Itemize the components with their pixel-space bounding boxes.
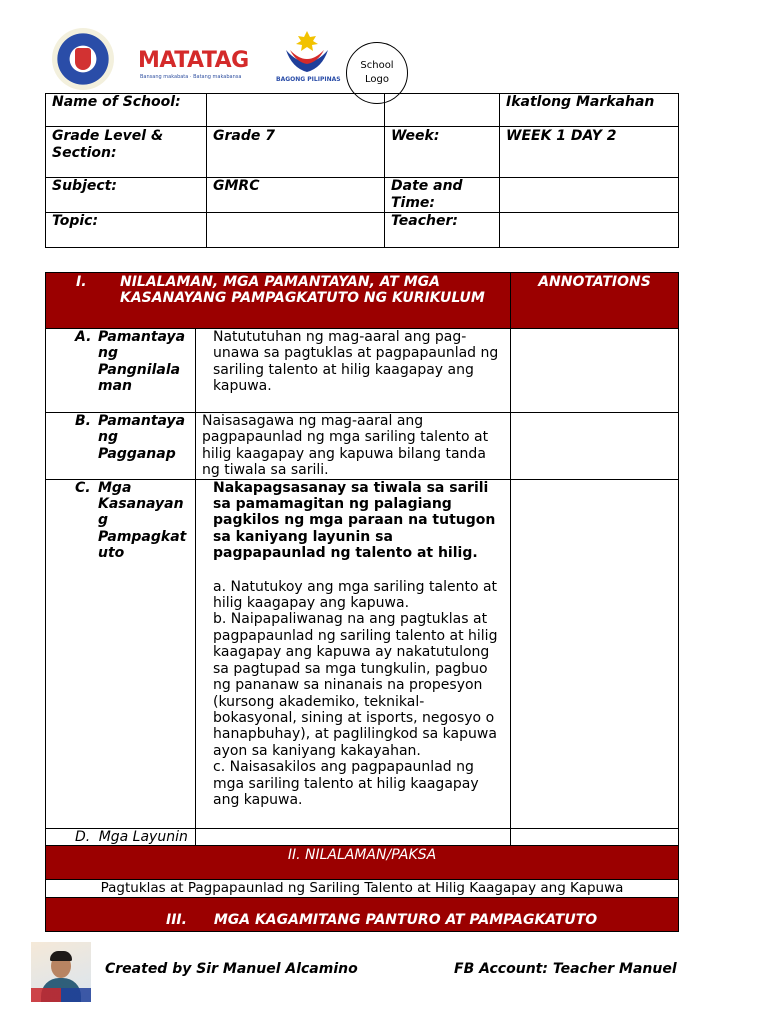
mga-layunin-label [46,828,196,845]
row-letter: B. [75,413,91,429]
section-three-header-row [46,898,679,932]
section-two-content-row [46,880,679,898]
header-logos [50,22,430,104]
section-one-number: I. [76,274,87,290]
section-three-number: III. [166,912,187,929]
author-photo [31,942,91,1002]
row-label: Pamantaya ng Pagganap [98,413,186,462]
table-row [46,828,679,845]
mga-kasanayan-label [46,479,196,828]
blank-cell [385,94,500,127]
school-info-table [45,93,679,248]
grade-level-value[interactable]: Grade 7 [207,127,385,178]
section-two-content: Pagtuklas at Pagpapaunlad ng Sariling Talento at Hilig Kaagapay ang Kapuwa [46,880,679,898]
section-two-title: II. NILALAMAN/PAKSA [46,846,679,880]
matatag-tagline: Bansang makabata · Batang makabansa [140,74,242,80]
kasanayan-item-c: c. Naisasakilos ang pagpapaunlad ng mga sariling talento at hilig kaagapay ang kapuwa. [213,759,479,808]
row-label: Mga Kasanayan g Pampagkat uto [98,479,187,562]
quarter-value: Ikatlong Markahan [500,94,679,127]
row-content: Naisasagawa ng mag-aaral ang pagpapaunlad ng mga sariling talento at hilig kaagapay ang kapuwa bilang tanda ng tiwala sa sarili. [202,413,489,479]
table-row [46,413,679,480]
topic-value[interactable] [207,213,385,248]
pamantayan-pagganap-label [46,413,196,480]
section-two-header-row [46,846,679,880]
pamantayan-pangnilalaman-content [196,329,511,413]
bagong-pilipinas-text: BAGONG PILIPINAS [276,76,341,83]
deped-seal-logo [52,28,114,90]
row-letter: D. [75,828,91,845]
footer-created-by: Created by Sir Manuel Alcamino [105,961,358,977]
annotation-cell[interactable] [511,479,679,828]
row-letter: A. [75,329,92,345]
mga-kasanayan-content [196,479,511,828]
school-name-label: Name of School: [46,94,207,127]
annotations-header: ANNOTATIONS [511,273,679,329]
section-three-title: MGA KAGAMITANG PANTURO AT PAMPAGKATUTO [213,912,598,929]
kasanayan-item-b: b. Naipapaliwanag na ang pagtuklas at pagpapaunlad ng sariling talento at hilig kaagapay ang kapuwa ay nakatutulong sa pagtupad sa mga tungkulin, pagbuo ng pananaw sa ninanais na propesyon (kursong akademiko, teknikal-bokasyonal, sining at isports, negosyo o hanapbuhay), at paglilingkod sa kapuwa ayon sa kaniyang kakayahan. [213,611,498,759]
date-time-value[interactable] [500,178,679,213]
bagong-pilipinas-logo [282,28,332,74]
annotation-cell[interactable] [511,413,679,480]
date-time-label: Date and Time: [385,178,500,213]
school-logo-label: School Logo [360,60,394,85]
teacher-label: Teacher: [385,213,500,248]
lesson-plan-table [45,272,679,932]
row-letter: C. [75,479,91,496]
section-one-header-row [46,273,679,329]
subject-value[interactable]: GMRC [207,178,385,213]
row-content: Natututuhan ng mag-aaral ang pag-unawa sa pagtuklas at pagpapaunlad ng sariling talento at hilig kaagapay ang kapuwa. [213,329,499,395]
school-name-value[interactable] [207,94,385,127]
table-row [46,329,679,413]
week-value[interactable]: WEEK 1 DAY 2 [500,127,679,178]
subject-label: Subject: [46,178,207,213]
table-row [46,479,679,828]
footer-fb-account: FB Account: Teacher Manuel [454,961,677,977]
section-one-title: NILALAMAN, MGA PAMANTAYAN, AT MGA KASANAYANG PAMPAGKATUTO NG KURIKULUM [120,274,485,307]
row-label: Pamantaya ng Pangnilala man [98,329,186,395]
kasanayan-item-a: a. Natutukoy ang mga sariling talento at hilig kaagapay ang kapuwa. [213,578,498,612]
teacher-value[interactable] [500,213,679,248]
week-label: Week: [385,127,500,178]
section-one-title-cell [46,273,511,329]
pamantayan-pagganap-content [196,413,511,480]
topic-label: Topic: [46,213,207,248]
annotation-cell[interactable] [511,329,679,413]
mga-layunin-content[interactable] [196,828,511,845]
grade-level-label: Grade Level & Section: [46,127,207,178]
kasanayan-main-statement: Nakapagsasanay sa tiwala sa sarili sa pamamagitan ng palagiang pagkilos ng mga paraan na tutugon sa kaniyang layunin sa pagpapaunlad ng talento at hilig. [213,479,496,562]
annotation-cell[interactable] [511,828,679,845]
matatag-logo: MATATAG [138,48,249,73]
pamantayan-pangnilalaman-label [46,329,196,413]
section-three-title-cell [46,898,679,932]
row-label: Mga Layunin [98,828,188,845]
